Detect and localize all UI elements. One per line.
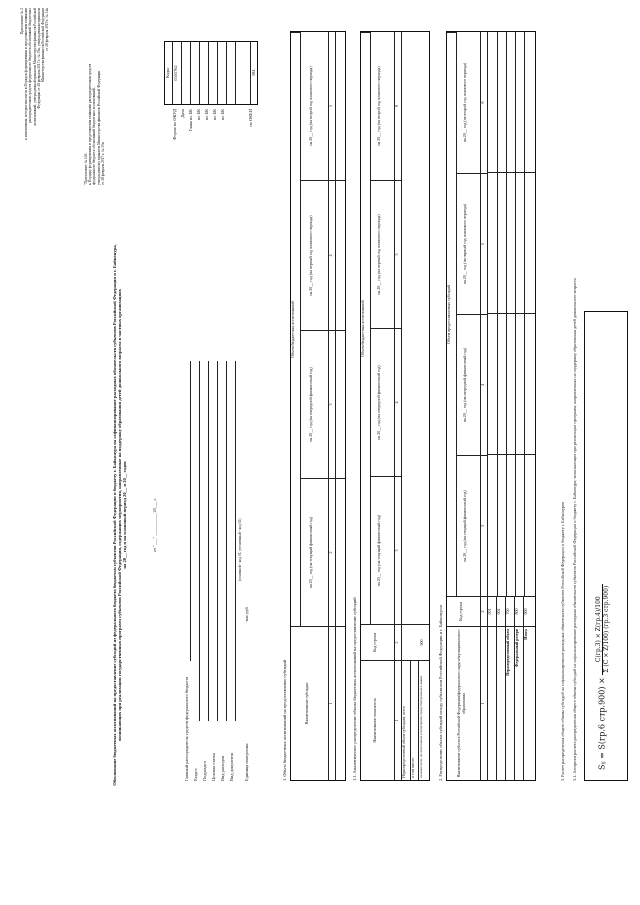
- section11-table: [360, 31, 430, 781]
- appendix-block: [20, 8, 49, 140]
- s2-row-code: 002: [497, 596, 506, 626]
- bk-code: [227, 42, 236, 104]
- s1-num: 5: [329, 32, 336, 180]
- s11-num: 6: [395, 32, 402, 180]
- s11-num: 2: [395, 624, 402, 660]
- s1-year: на 20__ год (на текущий финансовый год): [301, 478, 329, 626]
- s11-year: на 20__ год (на очередной финансовый год): [371, 328, 395, 476]
- form-field-row: [211, 361, 220, 781]
- appendix2-line: федерального бюджета обоснований бюджетных ассигнований,: [92, 87, 97, 185]
- bk-code: [218, 42, 227, 104]
- bk-code: [200, 42, 209, 104]
- s2-num: 3: [481, 455, 488, 596]
- glava-code: [191, 42, 200, 104]
- section2-table: [446, 31, 536, 781]
- form-sub: (основной - код 01, уточненный - код 02): [238, 518, 242, 581]
- s11-num: 4: [395, 328, 402, 476]
- s1-num: 4: [329, 180, 336, 330]
- formula: Sij = S(гр.6 стр.900) × C(гр.3) × Z(гр.4)/100 Σ (C × Z/100) (гр.3 стр.900): [595, 585, 610, 770]
- codes-box: [164, 41, 258, 105]
- formula-text: = S(гр.6 стр.900) ×: [597, 677, 607, 759]
- form-field-row: [193, 361, 202, 781]
- document-title: [112, 185, 128, 845]
- s11-year: на 20__ год (на первый год планового периода): [371, 180, 395, 328]
- s2-row-code: 001: [488, 596, 497, 626]
- section11-title: 1.1. Аналитическое распределение объема бюджетных ассигнований на предоставление субсидий: [352, 597, 357, 781]
- formula-numerator: C(гр.3) × Z(гр.4)/100: [595, 584, 603, 675]
- s2-year: на 20__ год (на второй год планового периода): [457, 32, 481, 173]
- form-field-label: Раздел: [193, 768, 198, 781]
- s2-row-code: 800: [515, 596, 524, 626]
- s1-num: 3: [329, 330, 336, 478]
- date-code: [182, 42, 191, 104]
- form-field-label: Главный распорядитель средств федерального бюджета: [184, 676, 189, 781]
- bk-label: по БК: [220, 109, 225, 121]
- s2-num: 2: [481, 596, 488, 626]
- s2-year: на 20__ год (на первый год планового периода): [457, 173, 481, 314]
- s2-num: 1: [481, 626, 488, 780]
- form-field-row: [202, 361, 211, 781]
- appendix2-line: от 28 февраля 2017 г. № 35н: [100, 142, 105, 185]
- s11-col-name: Наименование показателя: [361, 660, 395, 780]
- formula-box: [584, 311, 628, 781]
- codes-header: Коды: [165, 42, 173, 104]
- title-line: Обоснование бюджетных ассигнований на предоставление субсидий из федерального бюджета бюджетам субъектов Российской Федерации и бюджету г. Байконура на софинансирование расходных обязательств субъектов Российской Федерации и г. Байконура,: [112, 244, 117, 786]
- s11-year: на 20__ год (на текущий финансовый год): [371, 476, 395, 624]
- formula-left: S: [597, 764, 607, 770]
- codes-block: [160, 33, 262, 165]
- s1-num: 1: [329, 626, 336, 780]
- form-field-label: Подраздел: [202, 761, 207, 781]
- s2-total-label: Федеральный резерв: [515, 626, 524, 780]
- s2-row-code: 900: [524, 596, 535, 626]
- s1-data-cell: [336, 478, 345, 626]
- s1-data-cell: [336, 626, 345, 780]
- s1-num: 2: [329, 478, 336, 626]
- bk-label: по БК: [196, 109, 201, 121]
- s11-col-code: Код строки: [361, 624, 395, 660]
- s1-col-name: Наименование субсидии: [291, 626, 329, 780]
- bk-label: по БК: [204, 109, 209, 121]
- s11-row-code: 900: [402, 624, 429, 660]
- s2-total-label: Нераспределенный объем: [506, 626, 515, 780]
- title-line: на 20__ год и на плановый период 20__ и 20__ годов: [122, 461, 128, 569]
- units-label: Единица измерения:: [244, 742, 250, 781]
- form-field-row: [220, 361, 229, 781]
- s1-data-cell: [336, 180, 345, 330]
- s2-row-code: 700: [506, 596, 515, 626]
- s1-data-cell: [336, 330, 345, 478]
- section3-subtitle: 3.1. Алгоритм расчета распределения общего объема субсидий на софинансирование расходных обязательств субъектов Российской Федерации и бюджету г. Байконура, возникающих при реализации программ, направленных на поддержку образования детей дошкольного возраста: [572, 278, 577, 781]
- units-row: [244, 361, 253, 781]
- appendix2-line: "Приложение № 146: [84, 153, 88, 185]
- form-field-label: Целевая статья: [211, 752, 216, 781]
- appendix-line: к изменениям, которые вносятся в Порядок формирования и представления главными: [24, 8, 29, 140]
- blank-code: [236, 42, 251, 104]
- okei-code: 384: [251, 69, 256, 77]
- appendix2-line: утвержденному приказом Министерства финансов Российской Федерации: [96, 70, 101, 185]
- glava-label: Глава по БК: [188, 109, 193, 132]
- s11-row-label: Нераспределенный объем субсидии, всего: [402, 660, 411, 780]
- title-line: возникающих при реализации государственных программ субъектов Российской Федерации, содержащих мероприятия, направленные на поддержку образования детей дошкольного возраста в частных организациях: [117, 289, 123, 741]
- appendix2-block: [84, 64, 105, 185]
- s11-row-label: на иные цели, не отнесенные к категориям, предусмотренным в заявке: [419, 660, 429, 780]
- appendix-line: распорядителями средств федерального бюджета обоснований бюджетных: [28, 8, 33, 124]
- form-field-row: [184, 361, 193, 781]
- appendix-line: Приложение № 2: [20, 8, 24, 35]
- s11-col-group: Объем бюджетных ассигнований: [361, 32, 371, 624]
- okud-label: Форма по ОКУД: [172, 109, 177, 140]
- s1-year: на 20__ год (на очередной финансовый год): [301, 330, 329, 478]
- s11-row-label: в том числе:: [411, 660, 419, 780]
- s2-year: на 20__ год (на очередной финансовый год): [457, 314, 481, 455]
- form-field-row: [229, 361, 238, 781]
- appendix2-line: к Порядку формирования и представления главными распорядителями средств: [88, 63, 93, 185]
- s11-year: на 20__ год (на второй год планового периода): [371, 32, 395, 180]
- s2-total-label: Итого: [524, 626, 535, 780]
- s2-row-cell: [488, 626, 497, 780]
- s2-year: на 20__ год (на текущий финансовый год): [457, 455, 481, 596]
- section1-title: 1. Объем бюджетных ассигнований на предоставление субсидий: [282, 659, 287, 781]
- s11-num: 1: [395, 660, 402, 780]
- s1-col-group: Объем бюджетных ассигнований: [291, 32, 301, 626]
- okei-label: по ОКЕИ: [248, 109, 253, 127]
- appendix-line: от 28 февраля 2019 г. № 34н: [45, 8, 50, 51]
- form-field-label: Вид расходов: [220, 755, 225, 781]
- date-line: от "___" __________ 20___ г.: [152, 498, 157, 552]
- appendix-line: Федерации от 28 февраля 2017 г. № 35н, утвержденным приказом: [36, 8, 41, 109]
- section2-title: 2. Распределение объема субсидий между субъектами Российской Федерации и г. Байконуром: [438, 604, 443, 781]
- appendix-line: ассигнований, утвержденный приказом Министерства финансов Российской: [32, 8, 37, 126]
- s2-num: 5: [481, 173, 488, 314]
- form-fields: [184, 361, 253, 781]
- s2-col-group: Объем предоставляемых субсидий: [447, 32, 457, 596]
- bk-code: [209, 42, 218, 104]
- s11-num: 5: [395, 180, 402, 328]
- bk-label: по БК: [212, 109, 217, 121]
- units-value: тыс.руб: [244, 607, 250, 622]
- okud-code: 0505762: [173, 42, 182, 104]
- s2-col-code: Код строки: [447, 596, 481, 626]
- form-field-label: Вид документа: [229, 752, 234, 781]
- s2-col-name: Наименование субъекта Российской Федерации/федерального округа/муниципального образования: [447, 626, 481, 780]
- section3-title: 3. Расчет распределения общего объема субсидий на софинансирование расходных обязательств субъектов Российской Федерации и бюджету г. Байконуров: [560, 501, 565, 781]
- s2-num: 4: [481, 314, 488, 455]
- s1-year: на 20__ год (на второй год планового периода): [301, 32, 329, 180]
- formula-fraction: [595, 584, 610, 675]
- s1-year: на 20__ год (на первый год планового периода): [301, 180, 329, 330]
- formula-denominator: Σ (C × Z/100) (гр.3 стр.900): [603, 585, 610, 673]
- date-label: Дата: [180, 109, 185, 118]
- s2-num: 6: [481, 32, 488, 173]
- section1-table: [290, 31, 346, 781]
- appendix-line: Министерства финансов Российской Федерации: [41, 8, 46, 83]
- s11-num: 3: [395, 476, 402, 624]
